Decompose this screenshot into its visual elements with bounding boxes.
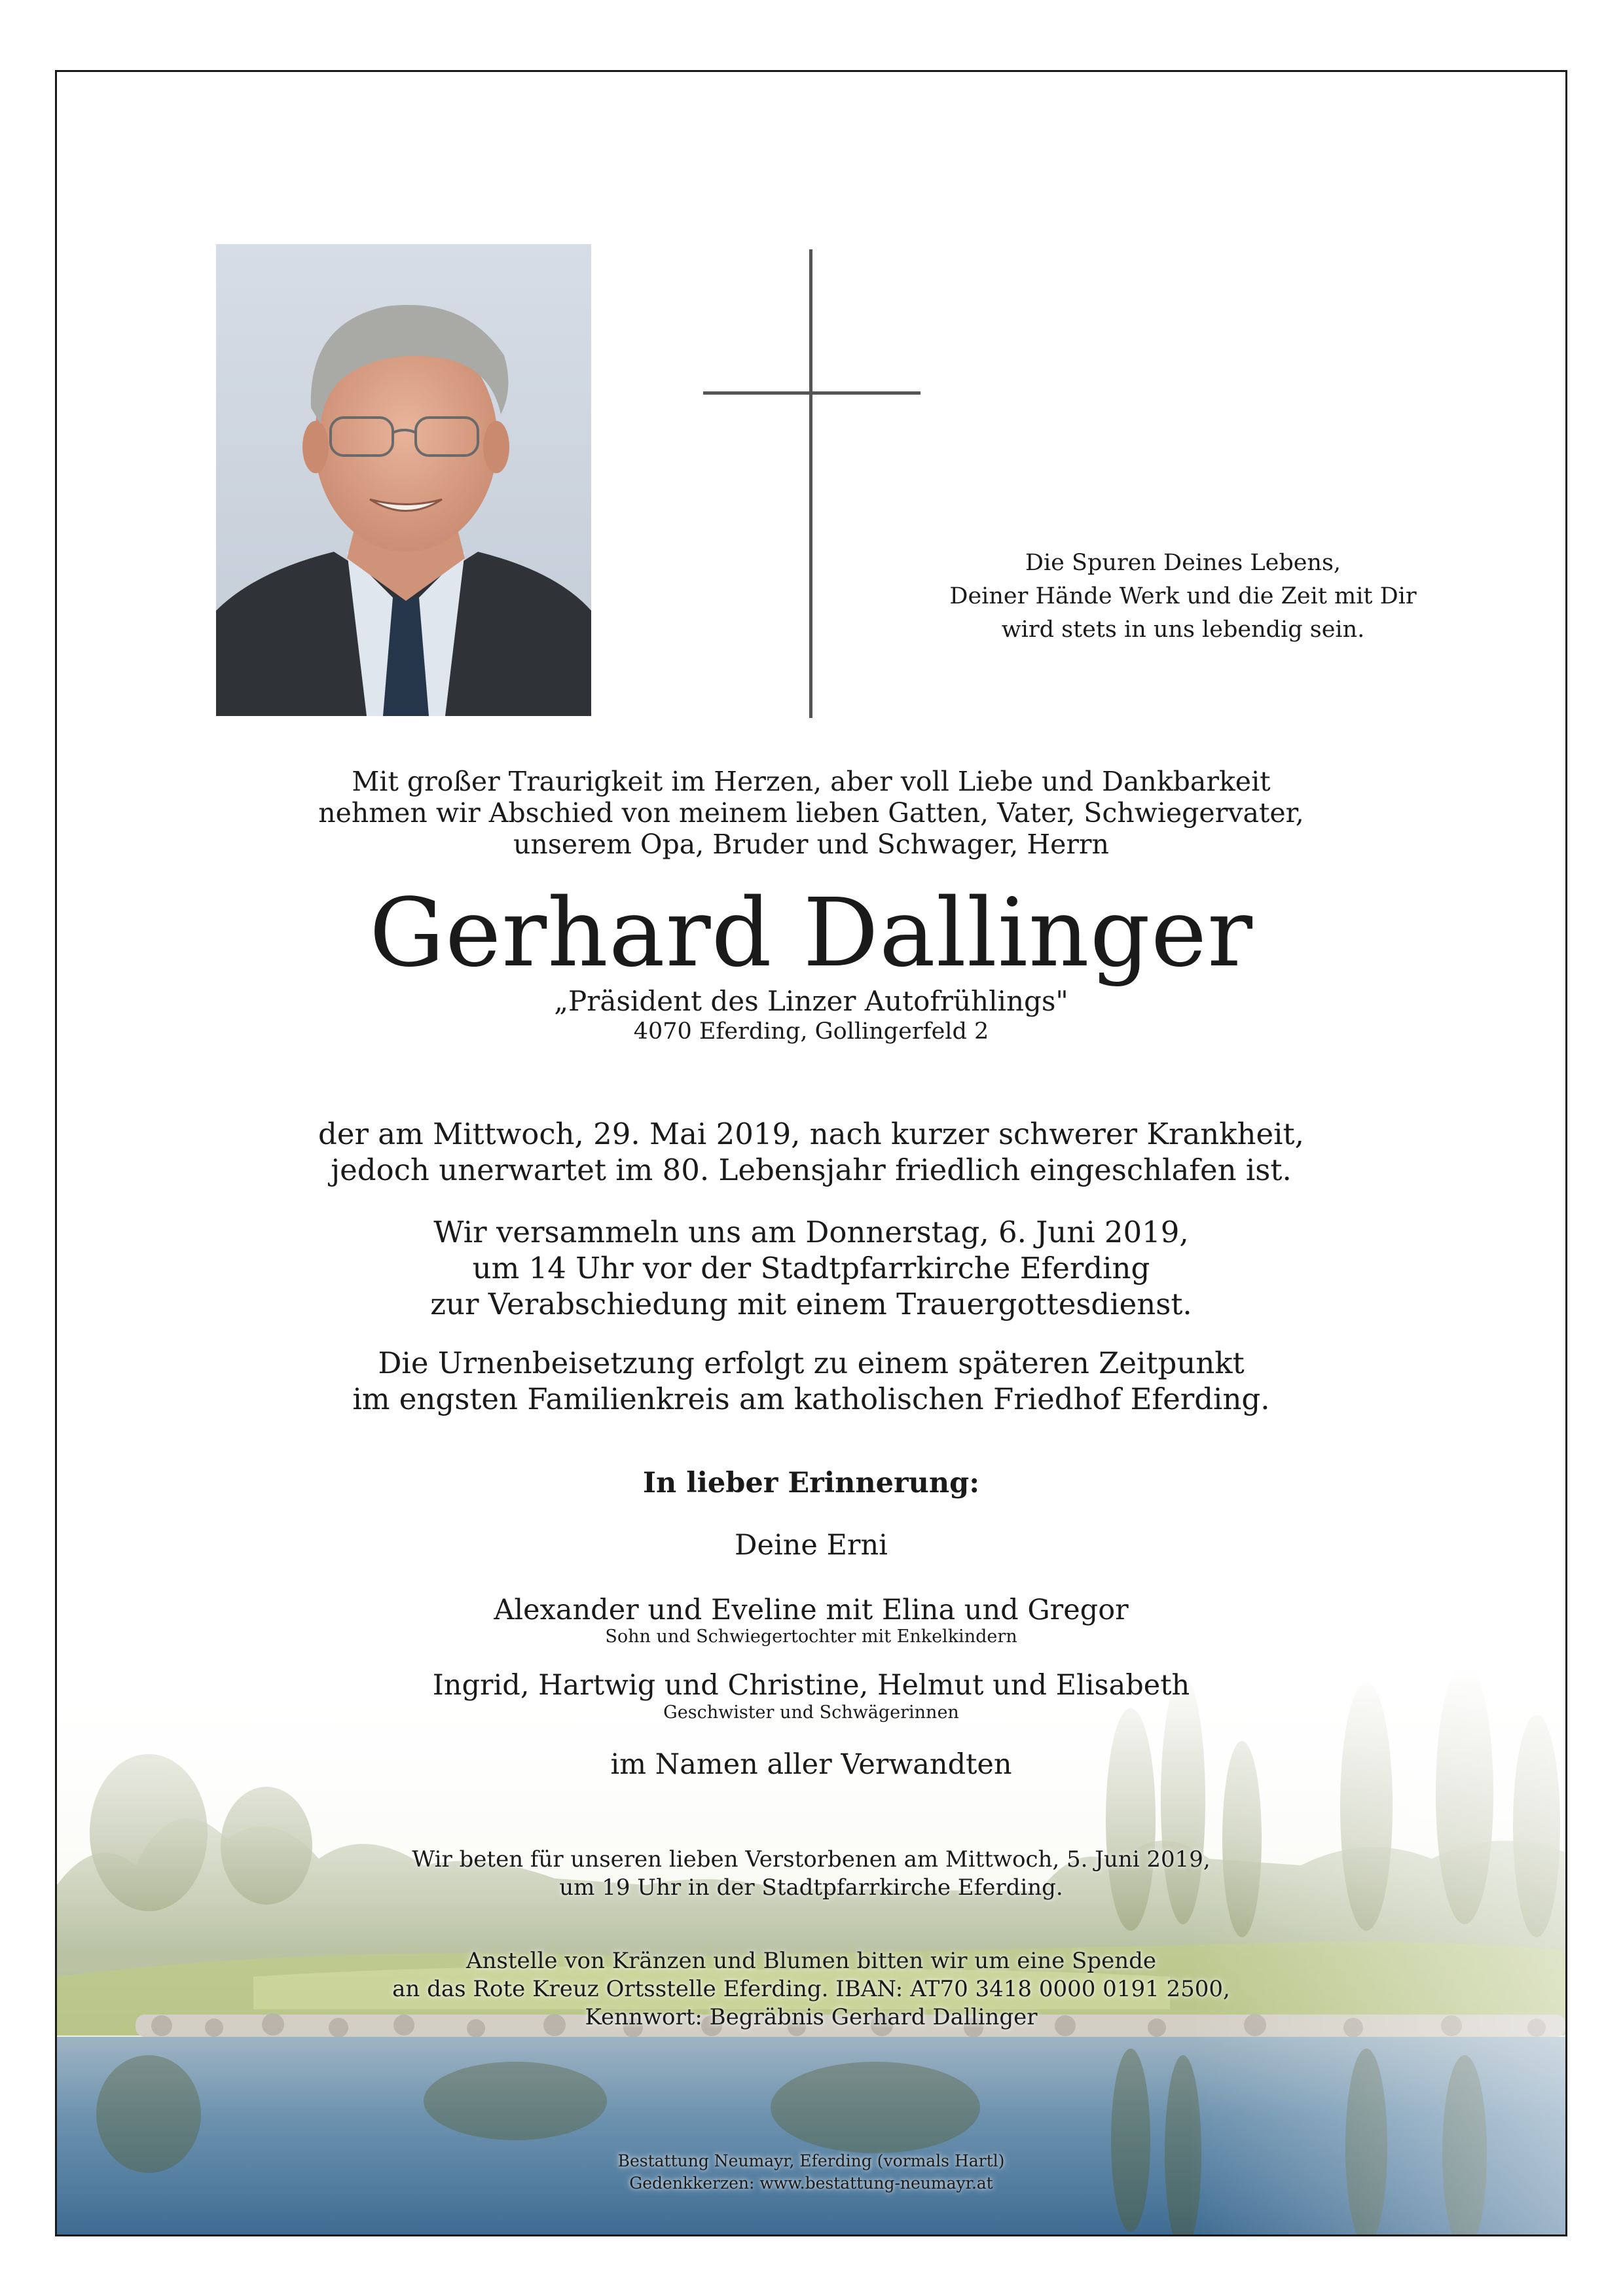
ceremony-info	[57, 1214, 1565, 1322]
deceased-name: Gerhard Dallinger	[369, 878, 1253, 988]
memory-heading: In lieber Erinnerung:	[642, 1467, 980, 1499]
mourner-relatives: im Namen aller Verwandten	[610, 1748, 1012, 1781]
poem-line: Die Spuren Deines Lebens,	[1025, 550, 1341, 576]
mourner-spouse: Deine Erni	[735, 1529, 888, 1562]
death-notice-line: der am Mittwoch, 29. Mai 2019, nach kurzer schwerer Krankheit,	[318, 1117, 1304, 1151]
mourner-family-2: Ingrid, Hartwig und Christine, Helmut und Elisabeth	[432, 1669, 1190, 1702]
deceased-address: 4070 Eferding, Gollingerfeld 2	[633, 1018, 989, 1045]
mourner-family-2-relation: Geschwister und Schwägerinnen	[663, 1702, 959, 1723]
poem-line: wird stets in uns lebendig sein.	[1001, 617, 1365, 643]
cross-icon	[703, 249, 921, 718]
mourner-family-1: Alexander und Eveline mit Elina und Gregor	[494, 1594, 1129, 1626]
ceremony-line: Wir versammeln uns am Donnerstag, 6. Juni 2019,	[433, 1215, 1189, 1249]
deceased-title: „Präsident des Linzer Autofrühlings"	[554, 985, 1068, 1017]
prayer-line: um 19 Uhr in der Stadtpfarrkirche Eferding.	[559, 1874, 1063, 1901]
intro-text	[57, 766, 1565, 860]
mourner-family-1-relation: Sohn und Schwiegertochter mit Enkelkindern	[605, 1626, 1017, 1647]
poem	[928, 547, 1438, 647]
ceremony-line: um 14 Uhr vor der Stadtpfarrkirche Eferding	[472, 1251, 1150, 1285]
prayer-info	[57, 1846, 1565, 1902]
donation-line: Kennwort: Begräbnis Gerhard Dallinger	[585, 2004, 1038, 2030]
undertaker-info	[57, 2150, 1565, 2195]
portrait-photo	[216, 244, 591, 716]
obituary-frame	[55, 70, 1567, 2236]
intro-line: unserem Opa, Bruder und Schwager, Herrn	[513, 829, 1109, 860]
death-notice-line: jedoch unerwartet im 80. Lebensjahr friedlich eingeschlafen ist.	[331, 1153, 1292, 1187]
urn-info	[57, 1345, 1565, 1417]
ceremony-line: zur Verabschiedung mit einem Trauergottesdienst.	[430, 1287, 1192, 1321]
donation-line: an das Rote Kreuz Ortsstelle Eferding. IBAN: AT70 3418 0000 0191 2500,	[392, 1976, 1230, 2002]
urn-line: Die Urnenbeisetzung erfolgt zu einem späteren Zeitpunkt	[378, 1346, 1245, 1380]
death-notice	[57, 1116, 1565, 1188]
urn-line: im engsten Familienkreis am katholischen Friedhof Eferding.	[352, 1382, 1270, 1416]
donation-info	[57, 1947, 1565, 2032]
poem-line: Deiner Hände Werk und die Zeit mit Dir	[949, 583, 1417, 609]
intro-line: nehmen wir Abschied von meinem lieben Gatten, Vater, Schwiegervater,	[318, 797, 1304, 829]
undertaker-line: Gedenkkerzen: www.bestattung-neumayr.at	[629, 2174, 993, 2193]
donation-line: Anstelle von Kränzen und Blumen bitten wir um eine Spende	[465, 1948, 1157, 1974]
undertaker-line: Bestattung Neumayr, Eferding (vormals Hartl)	[617, 2151, 1005, 2170]
prayer-line: Wir beten für unseren lieben Verstorbenen am Mittwoch, 5. Juni 2019,	[412, 1846, 1211, 1873]
intro-line: Mit großer Traurigkeit im Herzen, aber voll Liebe und Dankbarkeit	[352, 766, 1271, 797]
